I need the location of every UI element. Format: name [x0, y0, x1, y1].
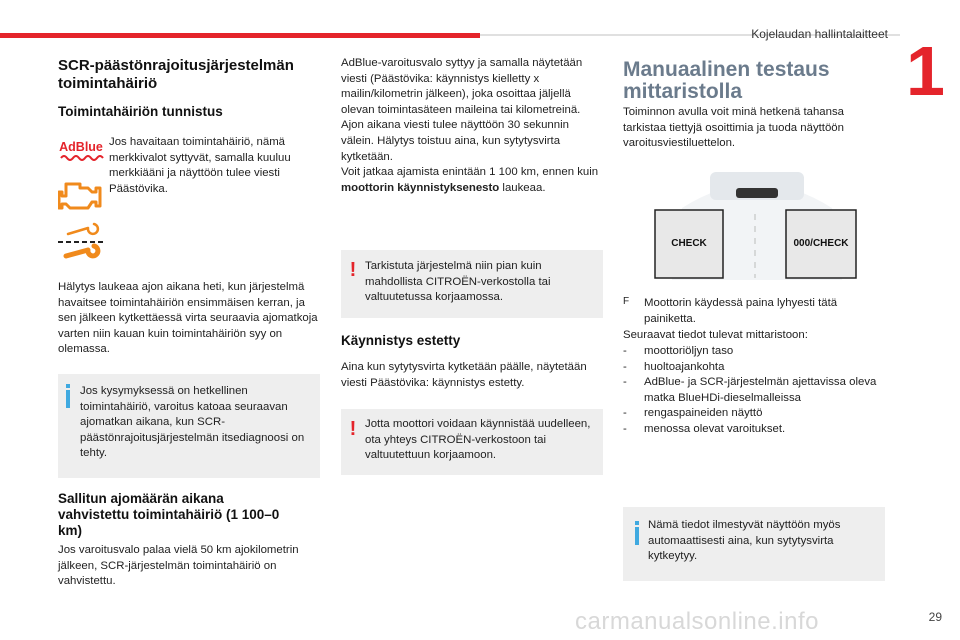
warning-icon: ! — [349, 418, 357, 440]
info-icon — [66, 390, 70, 408]
alert-paragraph: Hälytys laukeaa ajon aikana heti, kun järjestelmä havaitsee toimintahäiriön ensimmäisen kerran, ja sen jälkeen kytkettäessä virta seuraavia ajomatkoja varten niin kauan kuin toimintahäiriön syy on olemassa. — [58, 281, 318, 356]
check-label: /CHECK — [810, 238, 849, 249]
start-prevented-paragraph: Aina kun sytytysvirta kytketään päälle, näytetään viesti Päästövika: käynnistys estetty. — [341, 361, 587, 389]
repeat-message-paragraph: Ajon aikana viesti tulee näyttöön 30 sekunnin välein. Hälytys toistuu aina, kun sytytysvirta kytketään. — [341, 119, 569, 163]
page-number: 29 — [928, 610, 942, 624]
list-item: - huoltoajankohta — [623, 360, 885, 376]
adblue-warning-icon — [58, 140, 104, 164]
adblue-icon-label: AdBlue — [59, 140, 103, 154]
engine-warning-icon — [58, 178, 102, 212]
warning-text: Tarkistuta järjestelmä niin pian kuin mahdollista CITROËN-verkostolla tai valtuutetussa korjaamossa. — [365, 260, 551, 304]
warning-box-contact-dealer — [341, 409, 603, 475]
fault-detection-subtitle: Toimintahäiriön tunnistus — [58, 104, 223, 119]
step-instruction — [623, 296, 885, 327]
section-title: Kojelaudan hallintalaitteet — [751, 27, 888, 41]
step-text: Moottorin käydessä paina lyhyesti tätä painiketta. — [644, 297, 838, 325]
list-intro: Seuraavat tiedot tulevat mittaristoon: — [623, 329, 808, 341]
check-button-label: CHECK — [671, 238, 707, 249]
info-text: Jos kysymyksessä on hetkellinen toimintahäiriö, varoitus katoaa seuraavan ajomatkan aikana, kun SCR-päästönrajoitusjärjestelmän itsediagnoosi on tehty. — [80, 385, 305, 460]
confirmed-fault-paragraph: Jos varoitusvalo palaa vielä 50 km ajokilometrin jälkeen, SCR-järjestelmän toimintahäiriö on vahvistettu. — [58, 544, 299, 588]
info-box-temporary-fault — [58, 374, 320, 478]
service-wrench-icon — [58, 222, 104, 262]
list-item: - menossa olevat varoitukset. — [623, 422, 885, 438]
info-list — [623, 344, 885, 438]
manual-test-intro: Toiminnon avulla voit minä hetkenä tahansa tarkistaa tiettyjä osoittimia ja tuoda näyttöön varoitusviestiluettelon. — [623, 106, 844, 150]
adblue-paragraph-block — [341, 56, 601, 196]
warning-icon: ! — [349, 259, 357, 281]
limit-text-start: Voit jatkaa ajamista enintään 1 100 km, ennen kuin — [341, 166, 599, 179]
manual-test-title: Manuaalinen testaus mittaristolla — [623, 58, 830, 103]
info-icon — [635, 527, 639, 545]
adblue-message-paragraph: AdBlue-varoitusvalo syttyy ja samalla näytetään viesti (Päästövika: käynnistys kielletty x mailin/kilometrin jälkeen), joka osoittaa jäljellä olevan toimintasäteen maileina tai kilometreinä. — [341, 57, 583, 116]
limit-text-bold: moottorin käynnistyksenesto — [341, 181, 500, 194]
info-box-automatic-display — [623, 507, 885, 581]
confirmed-fault-subtitle: Sallitun ajomäärän aikana vahvistettu toimintahäiriö (1 100–0 km) — [58, 491, 280, 538]
list-item: - moottoriöljyn taso — [623, 344, 885, 360]
scr-fault-title: SCR-päästönrajoitusjärjestelmän toimintahäiriö — [58, 57, 294, 92]
warning-text: Jotta moottori voidaan käynnistää uudelleen, ota yhteys CITROËN-verkostoon tai valtuutettuun korjaamoon. — [365, 418, 591, 462]
trip-counter-label: 000 — [793, 238, 811, 249]
driving-limit-paragraph — [341, 165, 601, 196]
instrument-cluster-illustration — [652, 168, 862, 280]
icon-description: Jos havaitaan toimintahäiriö, nämä merkkivalot syttyvät, samalla kuuluu merkkiääni ja näyttöön tulee viesti Päästövika. — [109, 136, 291, 195]
warning-box-check-system — [341, 250, 603, 318]
list-item: - AdBlue- ja SCR-järjestelmän ajettavissa oleva matka BlueHDi-dieselmalleissa — [623, 375, 885, 406]
start-prevented-subtitle: Käynnistys estetty — [341, 333, 461, 348]
chapter-number: 1 — [906, 32, 945, 110]
step-pointer-icon: F — [623, 296, 630, 307]
info-text: Nämä tiedot ilmestyvät näyttöön myös automaattisesti aina, kun sytytysvirta kytkeytyy. — [648, 519, 841, 563]
list-item: - rengaspaineiden näyttö — [623, 406, 885, 422]
header-red-bar — [0, 33, 480, 38]
trip-check-button-label — [787, 238, 855, 249]
watermark: carmanualsonline.info — [575, 608, 819, 635]
limit-text-end: laukeaa. — [499, 181, 546, 194]
